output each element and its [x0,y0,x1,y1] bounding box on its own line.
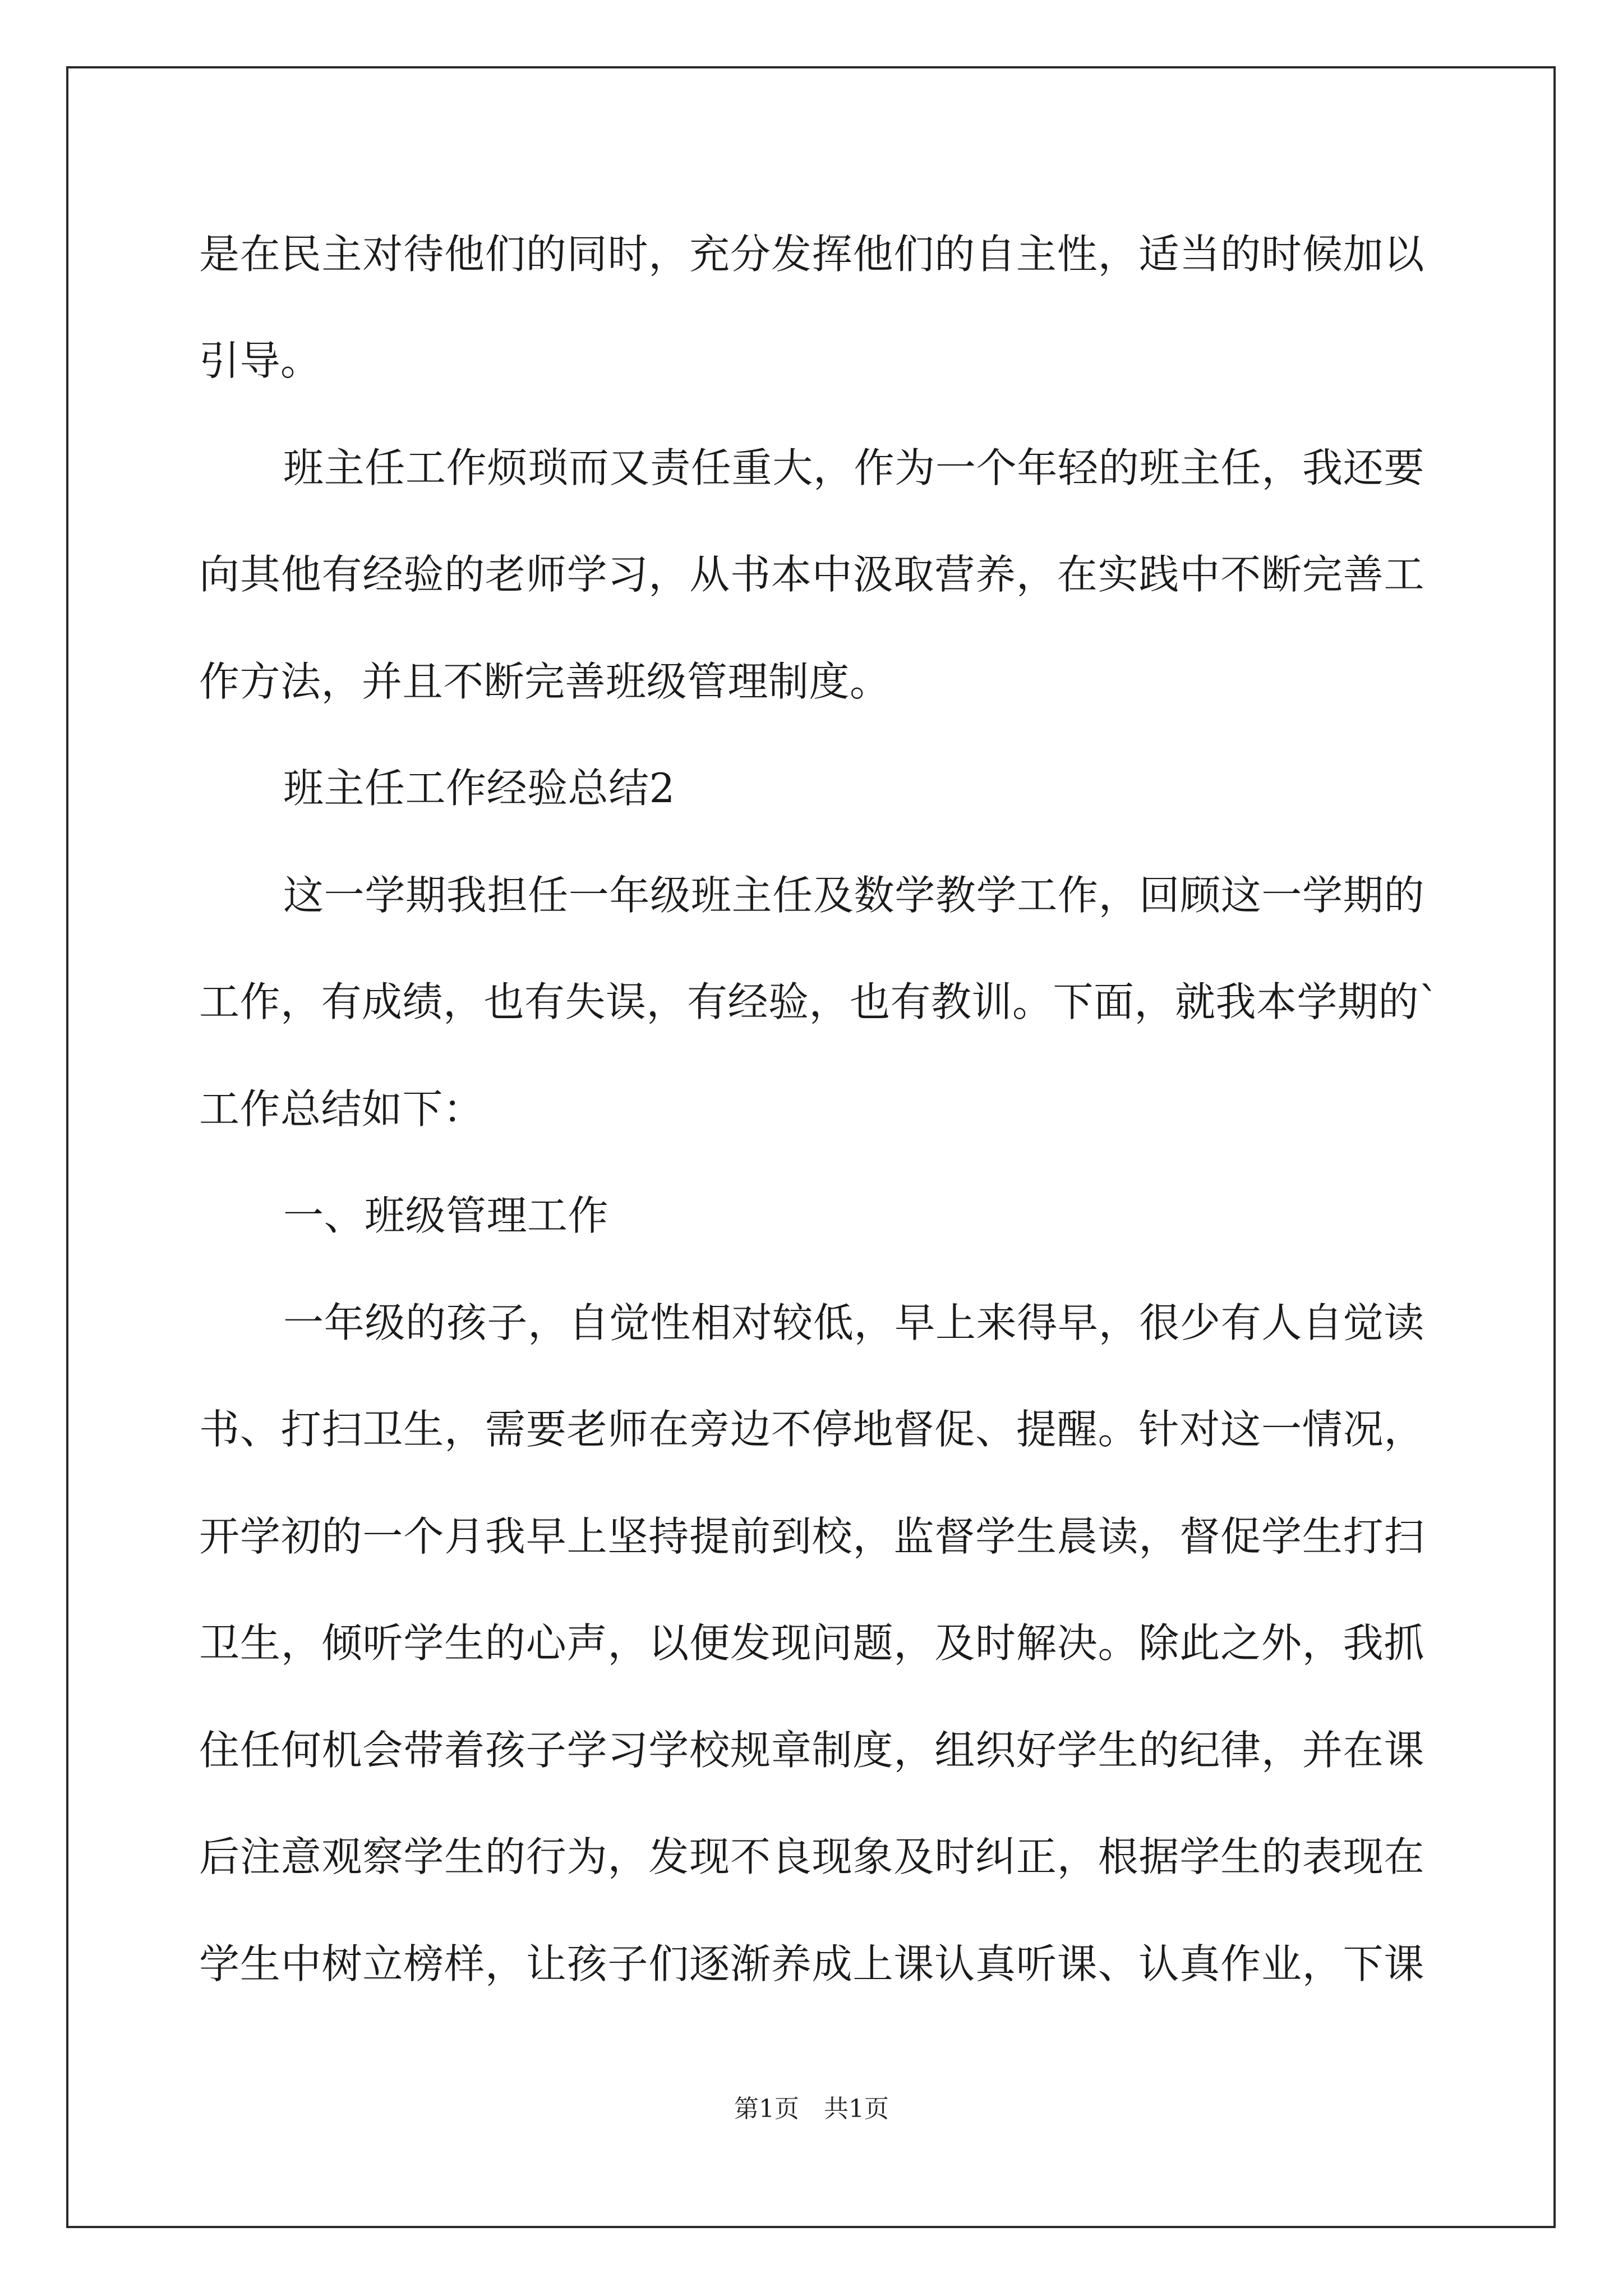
text-line: 班主任工作烦琐而又责任重大，作为一个年轻的班主任，我还要 [283,444,1424,491]
text-line: 学生中树立榜样，让孩子们逐渐养成上课认真听课、认真作业，下课 [199,1940,1424,1987]
text-line: 是在民主对待他们的同时，充分发挥他们的自主性，适当的时候加以 [199,231,1424,278]
text-line: 工作总结如下： [199,1085,484,1133]
text-line: 引导。 [199,337,321,384]
text-line: 向其他有经验的老师学习，从书本中汲取营养，在实践中不断完善工 [199,551,1424,598]
text-line: 卫生，倾听学生的心声，以便发现问题，及时解决。除此之外，我抓 [199,1619,1424,1667]
page-footer [0,2092,1623,2126]
text-line: 后注意观察学生的行为，发现不良现象及时纠正，根据学生的表现在 [199,1833,1424,1880]
text-line: 书、打扫卫生，需要老师在旁边不停地督促、提醒。针对这一情况， [199,1406,1424,1453]
text-line: 开学初的一个月我早上坚持提前到校，监督学生晨读，督促学生打扫 [199,1513,1424,1560]
text-line: 工作，有成绩，也有失误，有经验，也有教训。下面，就我本学期的` [199,978,1440,1025]
section-heading: 班主任工作经验总结2 [283,765,675,812]
subsection-heading: 一、班级管理工作 [283,1192,609,1239]
page-number: 第1页 [734,2095,799,2123]
page-border [66,66,1556,2228]
text-line: 作方法，并且不断完善班级管理制度。 [199,658,891,705]
text-line: 一年级的孩子，自觉性相对较低，早上来得早，很少有人自觉读 [283,1299,1424,1346]
page-total: 共1页 [824,2095,889,2123]
text-line: 住任何机会带着孩子学习学校规章制度，组织好学生的纪律，并在课 [199,1727,1424,1774]
text-line: 这一学期我担任一年级班主任及数学教学工作，回顾这一学期的 [283,872,1424,919]
